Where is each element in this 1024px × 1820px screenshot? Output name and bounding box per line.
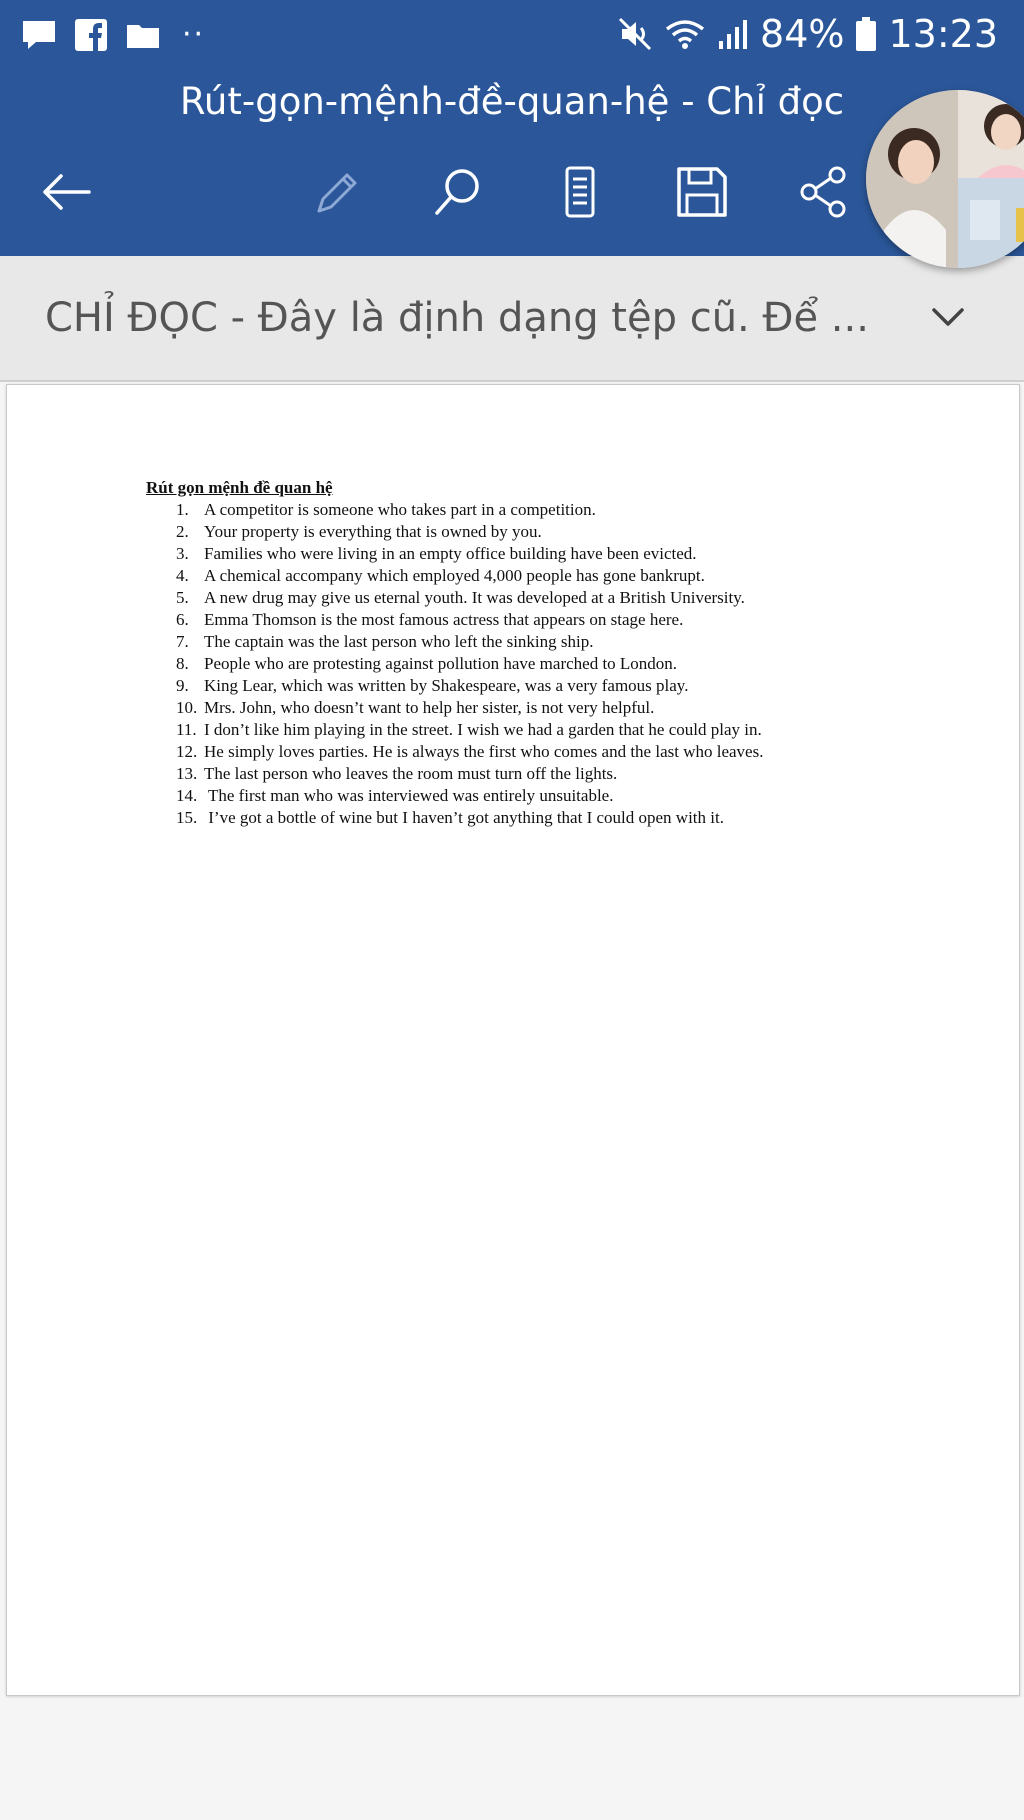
facebook-icon (72, 16, 110, 54)
list-item (146, 609, 763, 631)
notification-icons (20, 16, 205, 54)
more-notifications-dots: ·· (182, 17, 206, 52)
reading-view-button[interactable] (540, 152, 620, 232)
mute-icon (616, 15, 654, 53)
back-button[interactable] (26, 152, 106, 232)
reading-view-icon (551, 163, 609, 221)
signal-icon (716, 15, 750, 53)
save-button[interactable] (662, 152, 742, 232)
message-icon (20, 16, 58, 54)
canvas-background (0, 1698, 1024, 1820)
list-item-text: Emma Thomson is the most famous actress that appears on stage here. (204, 610, 684, 629)
list-item (146, 499, 763, 521)
list-item (146, 543, 763, 565)
list-item-text: Your property is everything that is owned by you. (204, 522, 542, 541)
list-item-number: 2. (176, 522, 189, 541)
system-status (616, 12, 998, 56)
list-item-number: 13. (176, 764, 198, 783)
list-item-text: People who are protesting against pollution have marched to London. (204, 654, 678, 673)
list-item-number: 5. (176, 588, 189, 607)
read-only-notice-text: CHỈ ĐỌC - Đây là định dạng tệp cũ. Để ... (45, 295, 869, 341)
list-item-number: 14. (176, 786, 198, 805)
exercise-list (146, 499, 763, 829)
list-item-text: I don’t like him playing in the street. I wish we had a garden that he could play in. (204, 720, 762, 739)
list-item (146, 807, 763, 829)
list-item (146, 521, 763, 543)
list-item-text: I’ve got a bottle of wine but I haven’t got anything that I could open with it. (204, 808, 724, 827)
list-item-text: The first man who was interviewed was entirely unsuitable. (204, 786, 614, 805)
list-item (146, 631, 763, 653)
list-item (146, 587, 763, 609)
list-item-text: A competitor is someone who takes part in a competition. (204, 500, 596, 519)
chevron-down-icon[interactable] (922, 292, 974, 344)
wifi-icon (664, 15, 706, 53)
document-title: Rút-gọn-mệnh-đề-quan-hệ - Chỉ đọc (179, 80, 845, 123)
edit-pencil-icon (307, 163, 365, 221)
list-item (146, 763, 763, 785)
list-item-number: 12. (176, 742, 198, 761)
battery-icon (854, 15, 878, 53)
status-bar (0, 0, 1024, 74)
list-item-text: Mrs. John, who doesn’t want to help her sister, is not very helpful. (204, 698, 655, 717)
folder-icon (124, 16, 162, 54)
list-item (146, 785, 763, 807)
document-heading: Rút gọn mệnh đề quan hệ (146, 478, 333, 497)
share-icon (795, 163, 853, 221)
list-item-number: 6. (176, 610, 189, 629)
list-item (146, 565, 763, 587)
back-arrow-icon (37, 163, 95, 221)
list-item-number: 15. (176, 808, 198, 827)
list-item-text: Families who were living in an empty office building have been evicted. (204, 544, 697, 563)
list-item (146, 741, 763, 763)
list-item-number: 9. (176, 676, 189, 695)
search-icon (429, 163, 487, 221)
edit-button[interactable] (296, 152, 376, 232)
battery-percent: 84% (760, 12, 845, 56)
save-icon (673, 163, 731, 221)
list-item-text: A chemical accompany which employed 4,000 people has gone bankrupt. (204, 566, 705, 585)
list-item-number: 7. (176, 632, 189, 651)
list-item-number: 11. (176, 720, 197, 739)
list-item-number: 4. (176, 566, 189, 585)
list-item-text: He simply loves parties. He is always the first who comes and the last who leaves. (204, 742, 764, 761)
list-item (146, 697, 763, 719)
list-item (146, 719, 763, 741)
list-item-number: 3. (176, 544, 189, 563)
list-item-number: 8. (176, 654, 189, 673)
search-button[interactable] (418, 152, 498, 232)
list-item-text: King Lear, which was written by Shakespeare, was a very famous play. (204, 676, 689, 695)
list-item-text: The last person who leaves the room must turn off the lights. (204, 764, 618, 783)
list-item (146, 675, 763, 697)
share-button[interactable] (784, 152, 864, 232)
list-item-text: The captain was the last person who left the sinking ship. (204, 632, 594, 651)
clock-time: 13:23 (888, 12, 998, 56)
list-item-number: 1. (176, 500, 189, 519)
list-item-text: A new drug may give us eternal youth. It was developed at a British University. (204, 588, 745, 607)
list-item-number: 10. (176, 698, 198, 717)
document-page[interactable] (6, 384, 1020, 1696)
document-body (146, 477, 763, 829)
list-item (146, 653, 763, 675)
read-only-notice-bar[interactable] (0, 256, 1024, 382)
